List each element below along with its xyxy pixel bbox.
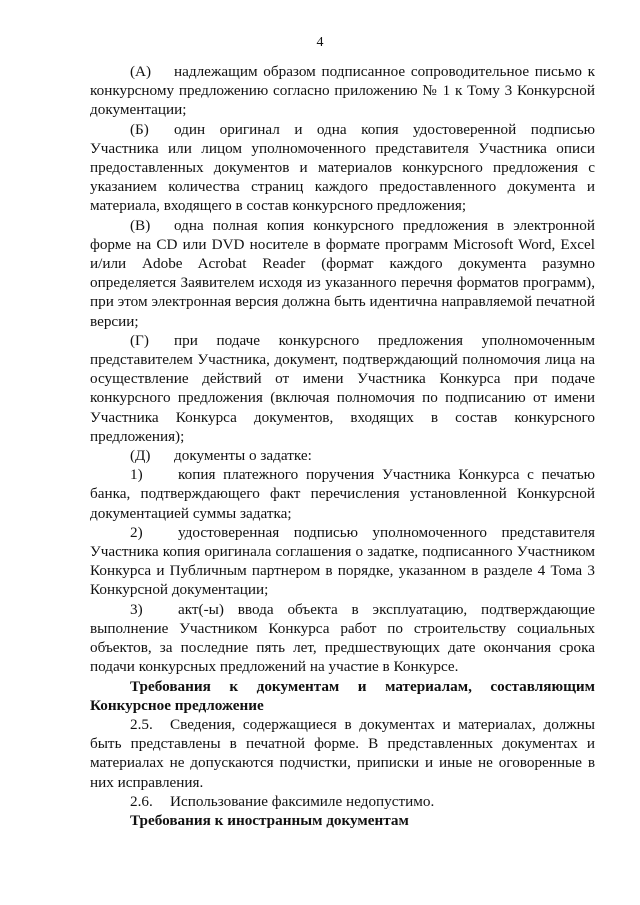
list-item-v [90,216,595,331]
deposit-item-3 [90,600,595,677]
list-item-text: один оригинал и одна копия удостоверенной подписью Участника или лицом уполномоченного представителя Участника описи предоставленных документов и материалов конкурсного предложения с указанием количества страниц каждого предоставленного документа и материала, входящего в состав конкурсного предложения; [90,120,595,215]
clause-text: Сведения, содержащиеся в документах и материалах, должны быть представлены в печатной форме. В представленных документах и материалах не допускаются подчистки, приписки и иные не оговоренные в них исправления. [90,715,595,791]
list-marker: 2) [130,523,143,541]
section-heading-documents: Требования к документам и материалам, составляющим Конкурсное предложение [90,677,595,714]
list-item-text: удостоверенная подписью уполномоченного представителя Участника копия оригинала соглашения о задатке, подписанного Участником Конкурса и Публичным партнером в порядке, указанном в разделе 4 Тома 3 Конкурсной документации; [90,523,595,599]
clause-text: Использование факсимиле недопустимо. [170,792,435,810]
list-marker: 1) [130,466,143,484]
list-marker: (В) [130,216,151,234]
list-marker: (Г) [130,331,149,349]
list-marker: (А) [130,63,152,80]
list-item-g [90,331,595,446]
list-item-text: при подаче конкурсного предложения уполномоченным представителем Участника, документ, подтверждающий полномочия лица на осуществление действий от имени Участника Конкурса при подаче конкурсного предложения (включая полномочия по подписанию от имени Участника Конкурса документов, входящих в состав конкурсного предложения); [90,331,595,445]
list-marker: (Д) [130,447,151,465]
deposit-item-1 [90,465,595,523]
list-item-text: документы о задатке: [174,447,312,465]
list-item-a [90,62,595,120]
deposit-item-2 [90,523,595,600]
clause-2-5 [90,715,595,792]
list-item-text: одна полная копия конкурсного предложения в электронной форме на CD или DVD носителе в формате программ Microsoft Word, Excel и/или Adobe Acrobat Reader (формат каждого документа разумно определяется Заявителем исходя из указанного перечня форматов программ), при этом электронная версия должна быть идентична направляемой печатной версии; [90,216,595,330]
list-item-b [90,120,595,216]
section-heading-foreign-documents: Требования к иностранным документам [130,811,409,829]
list-item-text: копия платежного поручения Участника Конкурса с печатью банка, подтверждающего факт перечисления установленной Конкурсной документацией суммы задатка; [90,466,595,522]
list-marker: 3) [130,600,143,618]
list-item-text: надлежащим образом подписанное сопроводительное письмо к конкурсному предложению согласно приложению № 1 к Тому 3 Конкурсной документации; [90,63,595,119]
list-marker: (Б) [130,120,149,138]
clause-2-6 [90,792,595,811]
clause-number: 2.5. [130,715,153,733]
clause-number: 2.6. [130,792,153,810]
page-number: 4 [316,35,324,50]
page-content [90,62,595,830]
list-item-text: акт(-ы) ввода объекта в эксплуатацию, подтверждающие выполнение Участником Конкурса работ по строительству социальных объектов, за последние пять лет, предшествующих дате окончания срока подачи конкурсных предложений на участие в Конкурсе. [90,600,595,676]
list-item-d [90,446,595,465]
